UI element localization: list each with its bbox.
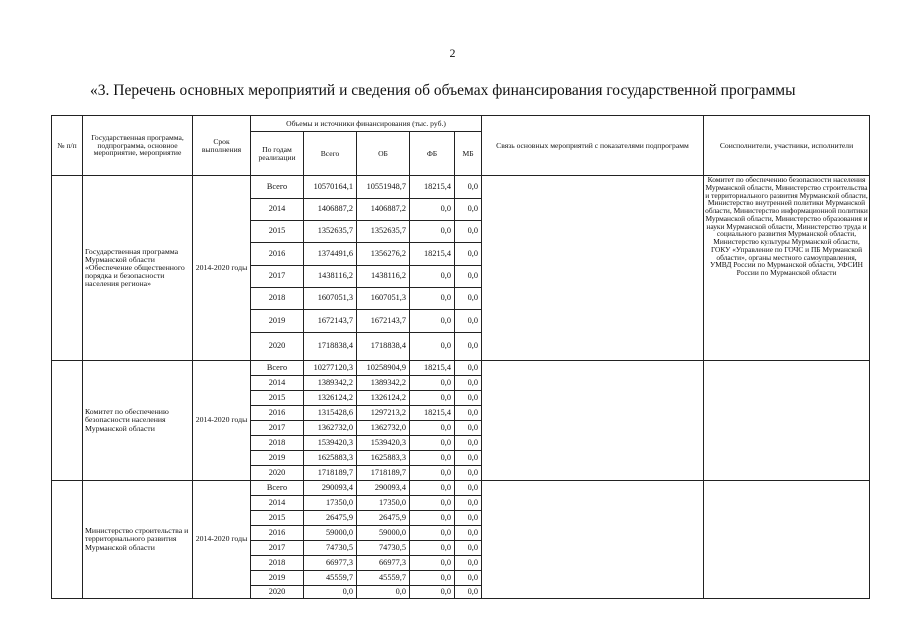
cell-mb: 0,0 [455,406,482,421]
cell-total: 1352635,7 [304,221,357,243]
cell-ob: 66977,3 [357,556,410,571]
cell-mb: 0,0 [455,176,482,199]
cell-mb: 0,0 [455,361,482,376]
cell-executors [704,481,870,599]
cell-fb: 18215,4 [410,406,455,421]
cell-year: Всего [251,361,304,376]
cell-fb: 18215,4 [410,361,455,376]
cell-mb: 0,0 [455,526,482,541]
cell-year: Всего [251,481,304,496]
document-heading: «3. Перечень основных мероприятий и сведения об объемах финансирования государственной программы [90,82,796,99]
cell-total: 66977,3 [304,556,357,571]
cell-ob: 1607051,3 [357,288,410,310]
header-by-years: По годам реализации [251,132,304,176]
cell-mb: 0,0 [455,221,482,243]
cell-year: 2016 [251,243,304,266]
cell-fb: 0,0 [410,421,455,436]
cell-total: 1625883,3 [304,451,357,466]
cell-total: 17350,0 [304,496,357,511]
cell-ob: 1389342,2 [357,376,410,391]
cell-total: 10277120,3 [304,361,357,376]
table-row [52,481,870,496]
cell-fb: 0,0 [410,391,455,406]
cell-link [482,176,704,361]
cell-year: 2018 [251,556,304,571]
cell-mb: 0,0 [455,556,482,571]
cell-fb: 0,0 [410,310,455,333]
cell-total: 1362732,0 [304,421,357,436]
cell-ob: 1356276,2 [357,243,410,266]
cell-fb: 18215,4 [410,243,455,266]
cell-year: 2015 [251,511,304,526]
cell-total: 59000,0 [304,526,357,541]
cell-fb: 0,0 [410,288,455,310]
cell-total: 26475,9 [304,511,357,526]
cell-year: 2020 [251,466,304,481]
cell-fb: 0,0 [410,586,455,599]
cell-ob: 1672143,7 [357,310,410,333]
cell-fb: 0,0 [410,496,455,511]
cell-mb: 0,0 [455,496,482,511]
cell-mb: 0,0 [455,571,482,586]
page-number: 2 [449,46,456,60]
cell-ob: 290093,4 [357,481,410,496]
cell-term: 2014-2020 годы [193,176,251,361]
cell-program-name: Государственная программа Мурманской области «Обеспечение общественного порядка и безопасности населения региона» [83,176,193,361]
cell-link [482,481,704,599]
cell-year: 2020 [251,333,304,361]
cell-total: 0,0 [304,586,357,599]
header-executors: Соисполнители, участники, исполнители [704,116,870,176]
cell-total: 1374491,6 [304,243,357,266]
cell-ob: 1326124,2 [357,391,410,406]
cell-fb: 0,0 [410,436,455,451]
cell-total: 1326124,2 [304,391,357,406]
cell-ob: 0,0 [357,586,410,599]
cell-ob: 1352635,7 [357,221,410,243]
cell-total: 1438116,2 [304,266,357,288]
cell-fb: 0,0 [410,466,455,481]
cell-mb: 0,0 [455,436,482,451]
cell-mb: 0,0 [455,199,482,221]
cell-total: 1389342,2 [304,376,357,391]
cell-num [52,481,83,599]
cell-year: 2018 [251,288,304,310]
cell-total: 1672143,7 [304,310,357,333]
cell-fb: 0,0 [410,541,455,556]
header-mb: МБ [455,132,482,176]
cell-year: 2020 [251,586,304,599]
header-term: Срок выполнения [193,116,251,176]
cell-fb: 0,0 [410,221,455,243]
cell-total: 290093,4 [304,481,357,496]
cell-ob: 1625883,3 [357,451,410,466]
cell-year: 2015 [251,221,304,243]
cell-mb: 0,0 [455,466,482,481]
cell-mb: 0,0 [455,511,482,526]
cell-mb: 0,0 [455,541,482,556]
cell-mb: 0,0 [455,586,482,599]
cell-mb: 0,0 [455,310,482,333]
cell-mb: 0,0 [455,451,482,466]
header-fb: ФБ [410,132,455,176]
cell-ob: 74730,5 [357,541,410,556]
cell-total: 45559,7 [304,571,357,586]
cell-fb: 0,0 [410,526,455,541]
cell-mb: 0,0 [455,391,482,406]
header-ob: ОБ [357,132,410,176]
cell-mb: 0,0 [455,266,482,288]
cell-fb: 0,0 [410,451,455,466]
cell-total: 1539420,3 [304,436,357,451]
cell-ob: 1539420,3 [357,436,410,451]
cell-year: 2014 [251,496,304,511]
cell-ob: 1406887,2 [357,199,410,221]
cell-mb: 0,0 [455,288,482,310]
cell-mb: 0,0 [455,481,482,496]
cell-ob: 1438116,2 [357,266,410,288]
cell-total: 1607051,3 [304,288,357,310]
cell-year: 2015 [251,391,304,406]
cell-fb: 0,0 [410,571,455,586]
cell-year: 2019 [251,310,304,333]
cell-ob: 10258904,9 [357,361,410,376]
cell-fb: 18215,4 [410,176,455,199]
table-body [52,176,870,599]
table-row [52,176,870,199]
cell-mb: 0,0 [455,376,482,391]
header-num: № п/п [52,116,83,176]
cell-link [482,361,704,481]
cell-total: 74730,5 [304,541,357,556]
cell-ob: 1718189,7 [357,466,410,481]
cell-total: 1315428,6 [304,406,357,421]
cell-fb: 0,0 [410,199,455,221]
cell-year: 2017 [251,421,304,436]
cell-mb: 0,0 [455,243,482,266]
cell-term: 2014-2020 годы [193,481,251,599]
cell-year: 2016 [251,526,304,541]
table-header [52,116,870,176]
header-program: Государственная программа, подпрограмма, основное мероприятие, мероприятие [83,116,193,176]
cell-ob: 26475,9 [357,511,410,526]
table-row [52,361,870,376]
cell-year: Всего [251,176,304,199]
cell-ob: 1718838,4 [357,333,410,361]
cell-fb: 0,0 [410,266,455,288]
cell-fb: 0,0 [410,556,455,571]
cell-year: 2019 [251,451,304,466]
cell-ob: 17350,0 [357,496,410,511]
cell-total: 1718838,4 [304,333,357,361]
cell-num [52,361,83,481]
cell-ob: 45559,7 [357,571,410,586]
cell-executors [704,361,870,481]
cell-total: 1406887,2 [304,199,357,221]
cell-num [52,176,83,361]
cell-year: 2019 [251,571,304,586]
cell-executors: Комитет по обеспечению безопасности населения Мурманской области, Министерство строительства и территориального развития Мурманской области, Министерство внутренней политики Мурманской области, Министерство информационной политики Мурманской области, Министерство образования и науки Мурманской области, Министерство труда и социального развития Мурманской области, Министерство культуры Мурманской области, ГОКУ «Управление по ГОЧС и ПБ Мурманской области», органы местного самоуправления, УМВД России по Мурманской области, УФСИН России по Мурманской области [704,176,870,361]
cell-ob: 10551948,7 [357,176,410,199]
cell-total: 10570164,1 [304,176,357,199]
cell-year: 2016 [251,406,304,421]
cell-mb: 0,0 [455,421,482,436]
cell-year: 2017 [251,541,304,556]
header-total: Всего [304,132,357,176]
cell-program-name: Комитет по обеспечению безопасности населения Мурманской области [83,361,193,481]
cell-year: 2014 [251,199,304,221]
header-financing: Объемы и источники финансирования (тыс. руб.) [251,116,482,132]
cell-term: 2014-2020 годы [193,361,251,481]
cell-ob: 59000,0 [357,526,410,541]
cell-fb: 0,0 [410,481,455,496]
cell-ob: 1362732,0 [357,421,410,436]
cell-year: 2017 [251,266,304,288]
cell-total: 1718189,7 [304,466,357,481]
cell-year: 2014 [251,376,304,391]
cell-fb: 0,0 [410,376,455,391]
financing-table [51,115,870,599]
cell-fb: 0,0 [410,511,455,526]
cell-ob: 1297213,2 [357,406,410,421]
cell-year: 2018 [251,436,304,451]
cell-fb: 0,0 [410,333,455,361]
header-link: Связь основных мероприятий с показателями подпрограмм [482,116,704,176]
cell-mb: 0,0 [455,333,482,361]
cell-program-name: Министерство строительства и территориального развития Мурманской области [83,481,193,599]
